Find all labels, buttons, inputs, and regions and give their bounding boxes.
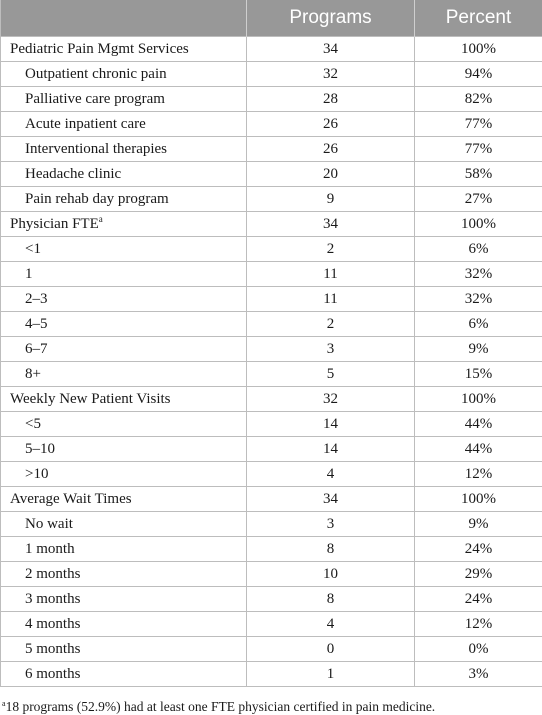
row-label-text: <5 <box>25 416 41 432</box>
percent-cell: 12% <box>415 462 542 487</box>
row-label-text: 5–10 <box>25 441 55 457</box>
programs-cell: 5 <box>247 362 415 387</box>
table-row <box>1 87 542 112</box>
row-label <box>1 637 247 662</box>
row-label-text: <1 <box>25 241 41 257</box>
programs-cell: 3 <box>247 337 415 362</box>
footnote-text: 18 programs (52.9%) had at least one FTE physician certified in pain medicine. <box>6 699 436 714</box>
programs-cell: 11 <box>247 262 415 287</box>
percent-cell: 6% <box>415 312 542 337</box>
row-label-text: 8+ <box>25 366 41 382</box>
table-row <box>1 612 542 637</box>
row-label-text: 1 month <box>25 541 75 557</box>
row-label <box>1 287 247 312</box>
row-label <box>1 37 247 62</box>
table-row <box>1 537 542 562</box>
percent-cell: 27% <box>415 187 542 212</box>
percent-cell: 77% <box>415 137 542 162</box>
row-label <box>1 312 247 337</box>
percent-cell: 15% <box>415 362 542 387</box>
table-row <box>1 487 542 512</box>
programs-cell: 34 <box>247 212 415 237</box>
row-label-text: Interventional therapies <box>25 141 167 157</box>
row-label-text: Outpatient chronic pain <box>25 66 167 82</box>
row-label <box>1 462 247 487</box>
percent-cell: 77% <box>415 112 542 137</box>
row-label <box>1 387 247 412</box>
table-row <box>1 187 542 212</box>
header-blank <box>1 0 247 37</box>
row-label-text: 4 months <box>25 616 80 632</box>
percent-cell: 0% <box>415 637 542 662</box>
percent-cell: 24% <box>415 587 542 612</box>
percent-cell: 6% <box>415 237 542 262</box>
header-programs: Programs <box>247 0 415 37</box>
programs-cell: 0 <box>247 637 415 662</box>
percent-cell: 9% <box>415 512 542 537</box>
row-label-text: 6–7 <box>25 341 48 357</box>
row-label <box>1 237 247 262</box>
programs-cell: 8 <box>247 537 415 562</box>
percent-cell: 32% <box>415 287 542 312</box>
table-row <box>1 412 542 437</box>
row-label <box>1 587 247 612</box>
table-row <box>1 637 542 662</box>
row-label <box>1 412 247 437</box>
programs-cell: 20 <box>247 162 415 187</box>
percent-cell: 100% <box>415 487 542 512</box>
row-label-text: 5 months <box>25 641 80 657</box>
footnote-marker: a <box>2 699 6 708</box>
programs-cell: 10 <box>247 562 415 587</box>
percent-cell: 82% <box>415 87 542 112</box>
row-label-text: Physician FTE <box>10 216 99 232</box>
percent-cell: 100% <box>415 387 542 412</box>
row-label <box>1 662 247 687</box>
row-label-text: Acute inpatient care <box>25 116 146 132</box>
row-label-text: 2–3 <box>25 291 48 307</box>
row-label <box>1 137 247 162</box>
percent-cell: 44% <box>415 412 542 437</box>
row-label <box>1 337 247 362</box>
percent-cell: 12% <box>415 612 542 637</box>
table-row <box>1 287 542 312</box>
programs-cell: 32 <box>247 387 415 412</box>
row-label-text: Palliative care program <box>25 91 165 107</box>
row-label <box>1 512 247 537</box>
table-row <box>1 587 542 612</box>
programs-cell: 34 <box>247 37 415 62</box>
row-label-text: 3 months <box>25 591 80 607</box>
table-row <box>1 262 542 287</box>
row-label <box>1 112 247 137</box>
row-label <box>1 537 247 562</box>
programs-cell: 28 <box>247 87 415 112</box>
table-row <box>1 237 542 262</box>
row-label-text: Pain rehab day program <box>25 191 169 207</box>
programs-cell: 2 <box>247 312 415 337</box>
row-label-text: 4–5 <box>25 316 48 332</box>
table-row <box>1 62 542 87</box>
programs-cell: 32 <box>247 62 415 87</box>
table-row <box>1 337 542 362</box>
table-row <box>1 212 542 237</box>
programs-cell: 34 <box>247 487 415 512</box>
programs-cell: 26 <box>247 112 415 137</box>
percent-cell: 100% <box>415 37 542 62</box>
row-label <box>1 362 247 387</box>
row-label-text: 1 <box>25 266 33 282</box>
table-row <box>1 137 542 162</box>
table-row <box>1 37 542 62</box>
programs-cell: 14 <box>247 437 415 462</box>
percent-cell: 44% <box>415 437 542 462</box>
programs-cell: 8 <box>247 587 415 612</box>
row-label <box>1 437 247 462</box>
programs-cell: 3 <box>247 512 415 537</box>
percent-cell: 24% <box>415 537 542 562</box>
percent-cell: 29% <box>415 562 542 587</box>
table-row <box>1 387 542 412</box>
table-row <box>1 512 542 537</box>
row-label <box>1 562 247 587</box>
table-row <box>1 112 542 137</box>
programs-cell: 2 <box>247 237 415 262</box>
percent-cell: 58% <box>415 162 542 187</box>
row-label <box>1 187 247 212</box>
row-label-text: No wait <box>25 516 73 532</box>
row-label <box>1 62 247 87</box>
percent-cell: 100% <box>415 212 542 237</box>
programs-cell: 4 <box>247 462 415 487</box>
row-label <box>1 87 247 112</box>
table-footnote <box>0 687 542 715</box>
table-row <box>1 662 542 687</box>
programs-cell: 11 <box>247 287 415 312</box>
row-label-text: >10 <box>25 466 48 482</box>
table-row <box>1 312 542 337</box>
row-label <box>1 212 247 237</box>
percent-cell: 94% <box>415 62 542 87</box>
programs-cell: 4 <box>247 612 415 637</box>
programs-cell: 14 <box>247 412 415 437</box>
percent-cell: 32% <box>415 262 542 287</box>
header-percent: Percent <box>415 0 542 37</box>
row-label-text: Headache clinic <box>25 166 121 182</box>
percent-cell: 3% <box>415 662 542 687</box>
row-label <box>1 487 247 512</box>
row-label-text: 6 months <box>25 666 80 682</box>
percent-cell: 9% <box>415 337 542 362</box>
table-row <box>1 162 542 187</box>
table-row <box>1 437 542 462</box>
row-label-text: Weekly New Patient Visits <box>10 391 171 407</box>
footnote-marker: a <box>99 214 103 224</box>
row-label-text: Average Wait Times <box>10 491 132 507</box>
row-label <box>1 612 247 637</box>
table-row <box>1 562 542 587</box>
programs-cell: 26 <box>247 137 415 162</box>
row-label-text: Pediatric Pain Mgmt Services <box>10 41 189 57</box>
row-label <box>1 162 247 187</box>
programs-cell: 1 <box>247 662 415 687</box>
row-label-text: 2 months <box>25 566 80 582</box>
table-body <box>1 37 542 687</box>
table-row <box>1 362 542 387</box>
programs-cell: 9 <box>247 187 415 212</box>
table-row <box>1 462 542 487</box>
table-header-row <box>1 0 542 37</box>
row-label <box>1 262 247 287</box>
